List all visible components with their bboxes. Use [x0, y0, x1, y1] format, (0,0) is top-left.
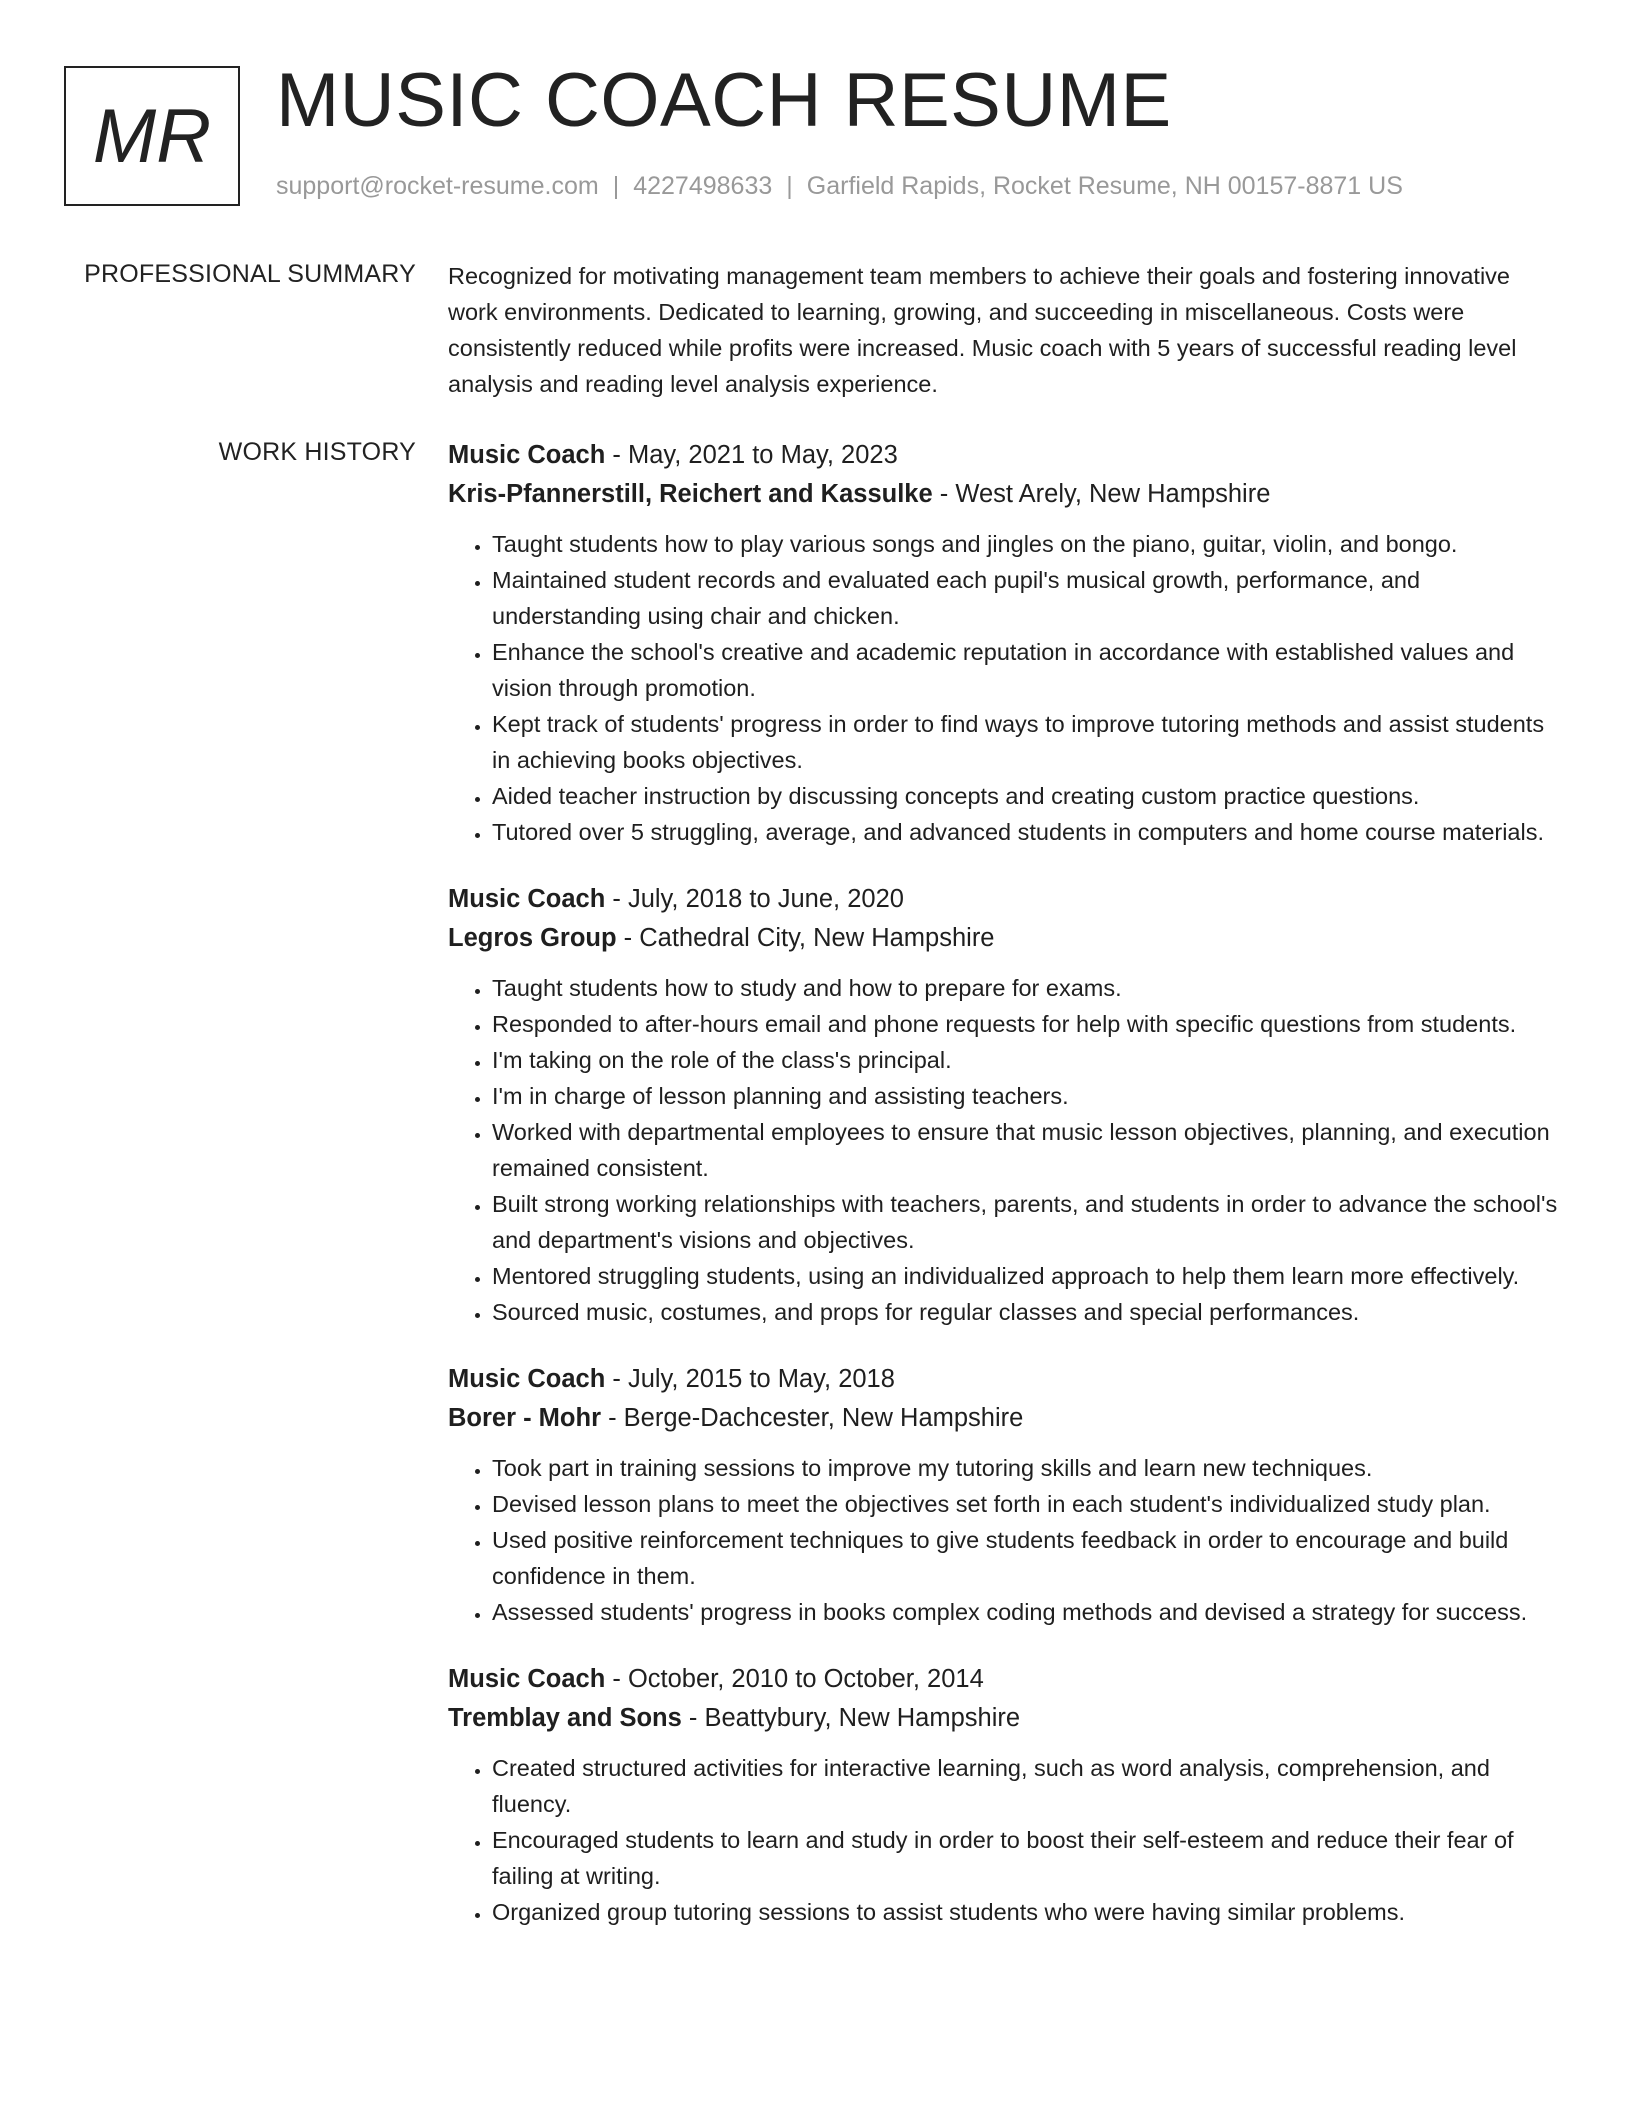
job-bullet: • Enhance the school's creative and academic reputation in accordance with established values and vision through promotion. — [492, 634, 1558, 706]
job-bullet: • Tutored over 5 struggling, average, and advanced students in computers and home course materials. — [492, 814, 1558, 850]
work-history-label: WORK HISTORY — [218, 438, 416, 466]
summary-text: Recognized for motivating management team members to achieve their goals and fostering innovative work environments. Dedicated to learning, growing, and succeeding in miscellaneous. Costs were consistently reduced while profits were increased. Music coach with 5 years of successful reading level analysis and reading level analysis experience. — [448, 263, 1517, 397]
job-entry — [448, 436, 1558, 850]
job-bullet: • Responded to after-hours email and phone requests for help with specific questions from students. — [492, 1006, 1558, 1042]
job-dates: - May, 2021 to May, 2023 — [605, 441, 898, 469]
summary-label: PROFESSIONAL SUMMARY — [84, 260, 416, 288]
job-header — [448, 1660, 1558, 1699]
job-bullet: • Assessed students' progress in books complex coding methods and devised a strategy for success. — [492, 1594, 1558, 1630]
job-bullet: • Sourced music, costumes, and props for regular classes and special performances. — [492, 1294, 1558, 1330]
job-bullet: • Built strong working relationships with teachers, parents, and students in order to advance the school's and department's visions and objectives. — [492, 1186, 1558, 1258]
job-bullet: • Devised lesson plans to meet the objectives set forth in each student's individualized study plan. — [492, 1486, 1558, 1522]
contact-separator: | — [612, 172, 620, 200]
job-bullets — [448, 1450, 1558, 1630]
job-location: - Cathedral City, New Hampshire — [616, 924, 995, 952]
job-header — [448, 1360, 1558, 1399]
job-bullet: • Used positive reinforcement techniques to give students feedback in order to encourage and build confidence in them. — [492, 1522, 1558, 1594]
contact-address: Garfield Rapids, Rocket Resume, NH 00157-8871 US — [806, 172, 1403, 200]
monogram-logo — [64, 66, 240, 206]
job-bullet: • Organized group tutoring sessions to assist students who were having similar problems. — [492, 1894, 1558, 1930]
job-bullet: • Worked with departmental employees to ensure that music lesson objectives, planning, and execution remained consistent. — [492, 1114, 1558, 1186]
job-company: Borer - Mohr — [448, 1404, 601, 1432]
job-title: Music Coach — [448, 441, 606, 469]
job-bullet: • Taught students how to study and how to prepare for exams. — [492, 970, 1558, 1006]
contact-separator: | — [786, 172, 793, 200]
job-title: Music Coach — [448, 1665, 606, 1693]
job-bullet: • Took part in training sessions to improve my tutoring skills and learn new techniques. — [492, 1450, 1558, 1486]
job-header — [448, 436, 1558, 475]
job-dates: - October, 2010 to October, 2014 — [605, 1665, 984, 1693]
job-list — [448, 436, 1558, 1960]
job-bullet: • Kept track of students' progress in order to find ways to improve tutoring methods and assist students in achieving books objectives. — [492, 706, 1558, 778]
contact-phone: 4227498633 — [633, 172, 773, 200]
page-title: MUSIC COACH RESUME — [276, 58, 1172, 143]
job-bullet: • Encouraged students to learn and study in order to boost their self-esteem and reduce their fear of failing at writing. — [492, 1822, 1558, 1894]
job-company: Legros Group — [448, 924, 617, 952]
job-entry — [448, 880, 1558, 1330]
job-entry — [448, 1660, 1558, 1930]
job-employer — [448, 475, 1558, 514]
job-employer — [448, 1399, 1558, 1438]
job-bullets — [448, 526, 1558, 850]
contact-line — [276, 172, 1403, 201]
job-bullet: • Taught students how to play various songs and jingles on the piano, guitar, violin, and bongo. — [492, 526, 1558, 562]
job-dates: - July, 2018 to June, 2020 — [605, 885, 904, 913]
job-bullet: • I'm in charge of lesson planning and assisting teachers. — [492, 1078, 1558, 1114]
job-bullet: • Created structured activities for interactive learning, such as word analysis, comprehension, and fluency. — [492, 1750, 1558, 1822]
job-bullet: • Maintained student records and evaluated each pupil's musical growth, performance, and understanding using chair and chicken. — [492, 562, 1558, 634]
job-bullet: • I'm taking on the role of the class's principal. — [492, 1042, 1558, 1078]
contact-email: support@rocket-resume.com — [276, 172, 599, 200]
job-bullet: • Mentored struggling students, using an individualized approach to help them learn more effectively. — [492, 1258, 1558, 1294]
job-location: - Beattybury, New Hampshire — [681, 1704, 1021, 1732]
monogram-text: MR — [92, 93, 212, 179]
job-bullet: • Aided teacher instruction by discussing concepts and creating custom practice questions. — [492, 778, 1558, 814]
job-location: - Berge-Dachcester, New Hampshire — [601, 1404, 1024, 1432]
job-title: Music Coach — [448, 1365, 606, 1393]
job-location: - West Arely, New Hampshire — [932, 480, 1271, 508]
job-company: Kris-Pfannerstill, Reichert and Kassulke — [448, 480, 933, 508]
job-entry — [448, 1360, 1558, 1630]
job-employer — [448, 1699, 1558, 1738]
job-title: Music Coach — [448, 885, 606, 913]
job-employer — [448, 919, 1558, 958]
job-bullets — [448, 970, 1558, 1330]
job-header — [448, 880, 1558, 919]
job-dates: - July, 2015 to May, 2018 — [605, 1365, 895, 1393]
job-bullets — [448, 1750, 1558, 1930]
job-company: Tremblay and Sons — [448, 1704, 682, 1732]
